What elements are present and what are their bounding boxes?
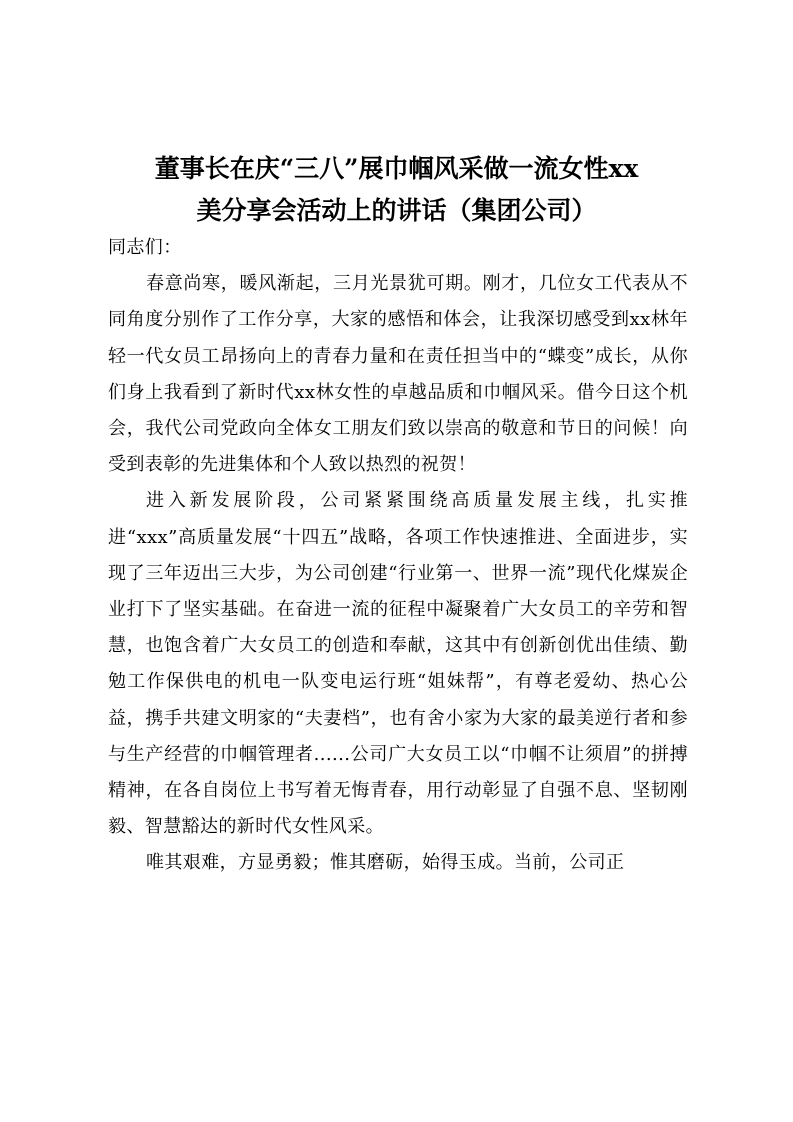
salutation: 同志们： [108, 237, 182, 258]
paragraph-1: 春意尚寒，暖风渐起，三月光景犹可期。刚才，几位女工代表从不同角度分别作了工作分享，大家的感悟和体会，让我深切感受到xx林年轻一代女员工昂扬向上的青春力量和在责任担当中的“蝶变”成长，从你们身上我看到了新时代xx林女性的卓越品质和巾帼风采。借今日这个机会，我代公司党政向全体女工朋友们致以崇高的敬意和节日的问候！向受到表彰的先进集体和个人致以热烈的祝贺！ [108, 273, 688, 476]
document-title-line-1: 董事长在庆“三八”展巾帼风采做一流女性xx [154, 154, 639, 183]
document-body [108, 230, 688, 882]
paragraph-3: 唯其艰难，方显勇毅；惟其磨砺，始得玉成。当前，公司正 [146, 852, 625, 874]
document-title-line-2: 美分享会活动上的讲话（集团公司） [196, 196, 597, 225]
paragraph-2: 进入新发展阶段，公司紧紧围绕高质量发展主线，扎实推进“xxx”高质量发展“十四五”战略，各项工作快速推进、全面进步，实现了三年迈出三大步，为公司创建“行业第一、世界一流”现代化煤炭企业打下了坚实基础。在奋进一流的征程中凝聚着广大女员工的辛劳和智慧，也饱含着广大女员工的创造和奉献，这其中有创新创优出佳绩、勤勉工作保供电的机电一队变电运行班“姐妹帮”，有尊老爱幼、热心公益，携手共建文明家的“夫妻档”，也有舍小家为大家的最美逆行者和参与生产经营的巾帼管理者......公司广大女员工以“巾帼不让须眉”的拼搏精神，在各自岗位上书写着无悔青春，用行动彰显了自强不息、坚韧刚毅、智慧豁达的新时代女性风采。 [108, 490, 688, 838]
